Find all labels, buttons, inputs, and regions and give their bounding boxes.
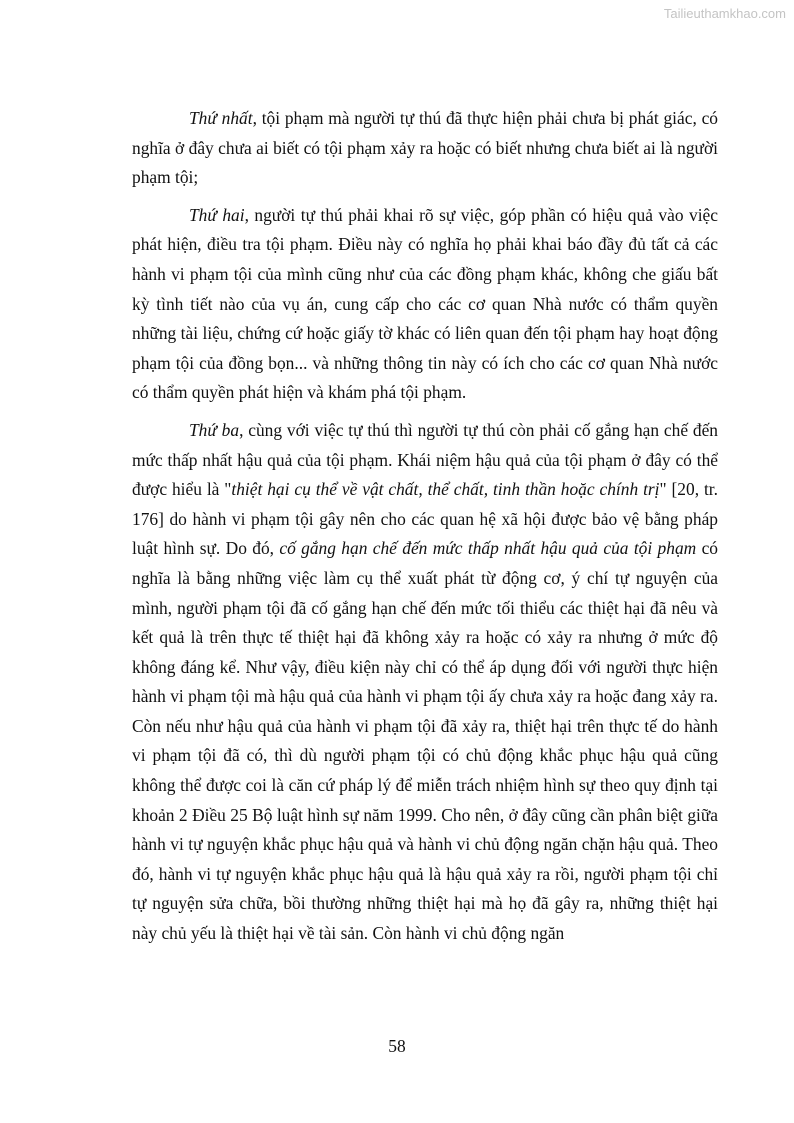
paragraph-second: [132, 201, 718, 408]
paragraph-lead: Thứ hai: [189, 204, 245, 225]
paragraph-text: , người tự thú phải khai rõ sự việc, góp phần có hiệu quả vào việc phát hiện, điều tra tội phạm. Điều này có nghĩa họ phải khai báo đầy đủ tất cả các hành vi phạm tội của mình cũng như của các đồng phạm khác, không che giấu bất kỳ tình tiết nào của vụ án, cung cấp cho các cơ quan Nhà nước có thẩm quyền những tài liệu, chứng cứ hoặc giấy tờ khác có liên quan đến tội phạm hay hoạt động phạm tội của đồng bọn... và những thông tin này có ích cho các cơ quan Nhà nước có thẩm quyền phát hiện và khám phá tội phạm.: [132, 204, 718, 403]
quoted-definition: thiệt hại cụ thể về vật chất, thể chất, tinh thần hoặc chính trị: [231, 479, 660, 500]
watermark: Tailieuthamkhao.com: [663, 6, 786, 21]
paragraph-text: , cùng với việc tự thú thì người tự thú còn phải cố gắng hạn chế đến mức thấp nhất hậu quả của tội phạm. Khái niệm hậu quả của tội phạm ở đây có thể được hiểu là ": [132, 419, 718, 500]
paragraph-third: [132, 416, 718, 949]
body-text: [132, 104, 718, 949]
paragraph-lead: Thứ nhất: [189, 108, 253, 128]
page-number: 58: [388, 1036, 406, 1056]
emphasized-phrase: cố gắng hạn chế đến mức thấp nhất hậu quả của tội phạm: [279, 538, 697, 559]
paragraph-text: " [20, tr. 176] do hành vi phạm tội gây nên cho các quan hệ xã hội được bảo vệ bằng pháp luật hình sự. Do đó,: [132, 479, 718, 559]
paragraph-text: , tội phạm mà người tự thú đã thực hiện phải chưa bị phát giác, có nghĩa ở đây chưa ai biết có tội phạm xảy ra hoặc có biết nhưng chưa biết ai là người phạm tội;: [132, 108, 718, 188]
paragraph-lead: Thứ ba: [189, 419, 240, 440]
paragraph-text: có nghĩa là bằng những việc làm cụ thể xuất phát từ động cơ, ý chí tự nguyện của mình, người phạm tội đã cố gắng hạn chế đến mức tối thiểu các thiệt hại đã nêu và kết quả là trên thực tế thiệt hại đã không xảy ra hoặc có xảy ra nhưng ở mức độ không đáng kể. Như vậy, điều kiện này chỉ có thể áp dụng đối với người thực hiện hành vi phạm tội mà hậu quả của hành vi phạm tội ấy chưa xảy ra hoặc đang xảy ra. Còn nếu như hậu quả của hành vi phạm tội đã xảy ra, thiệt hại trên thực tế do hành vi phạm tội đã có, thì dù người phạm tội có chủ động khắc phục hậu quả cũng không thể được coi là căn cứ pháp lý để miễn trách nhiệm hình sự theo quy định tại khoản 2 Điều 25 Bộ luật hình sự năm 1999. Cho nên, ở đây cũng cần phân biệt giữa hành vi tự nguyện khắc phục hậu quả và hành vi chủ động ngăn chặn hậu quả. Theo đó, hành vi tự nguyện khắc phục hậu quả là hậu quả xảy ra rồi, người phạm tội chỉ tự nguyện sửa chữa, bồi thường những thiệt hại mà họ đã gây ra, những thiệt hại này chủ yếu là thiệt hại về tài sản. Còn hành vi chủ động ngăn: [132, 538, 718, 944]
paragraph-first: [132, 104, 718, 193]
